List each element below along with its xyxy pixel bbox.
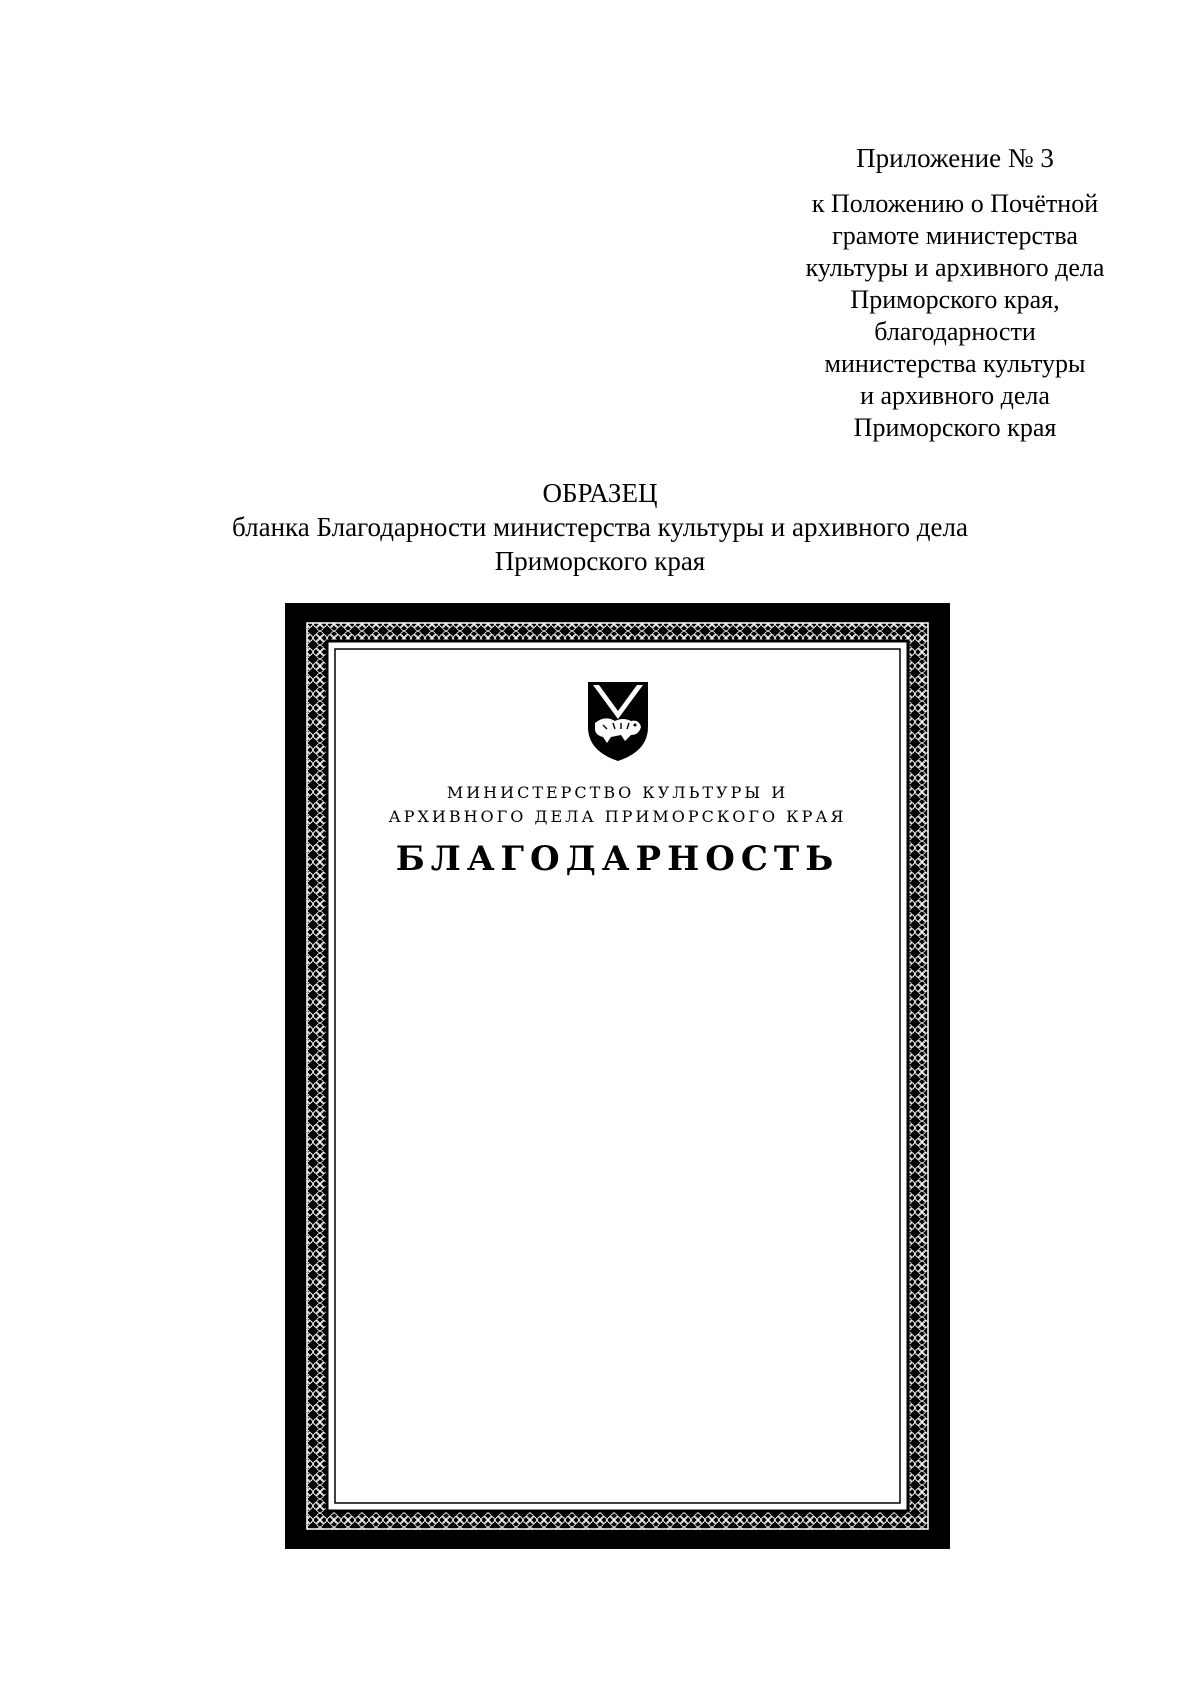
appendix-number: Приложение № 3 xyxy=(856,143,1054,173)
appendix-line: культуры и архивного дела xyxy=(805,253,1105,282)
document-heading xyxy=(0,476,1200,578)
ministry-name-line: АРХИВНОГО ДЕЛА ПРИМОРСКОГО КРАЯ xyxy=(388,807,847,826)
appendix-line: грамоте министерства xyxy=(832,221,1078,250)
appendix-line: Приморского края xyxy=(853,413,1057,442)
sample-label: ОБРАЗЕЦ xyxy=(542,478,658,508)
appendix-line: Приморского края, xyxy=(850,285,1060,314)
appendix-line: и архивного дела xyxy=(860,381,1050,410)
gratitude-form-sample xyxy=(285,603,950,1549)
heading-description-line: бланка Благодарности министерства культуры и архивного дела xyxy=(232,512,968,542)
appendix-line: благодарности xyxy=(874,317,1036,346)
inner-white-field xyxy=(327,641,908,1511)
heading-description-line: Приморского края xyxy=(494,546,706,576)
coat-of-arms-icon xyxy=(585,679,651,763)
ministry-name xyxy=(325,781,910,829)
appendix-reference xyxy=(720,188,1190,444)
appendix-line: министерства культуры xyxy=(824,349,1086,378)
ministry-name-line: МИНИСТЕРСТВО КУЛЬТУРЫ И xyxy=(446,783,789,802)
appendix-line: к Положению о Почётной xyxy=(811,189,1099,218)
award-title: БЛАГОДАРНОСТЬ xyxy=(395,839,840,879)
